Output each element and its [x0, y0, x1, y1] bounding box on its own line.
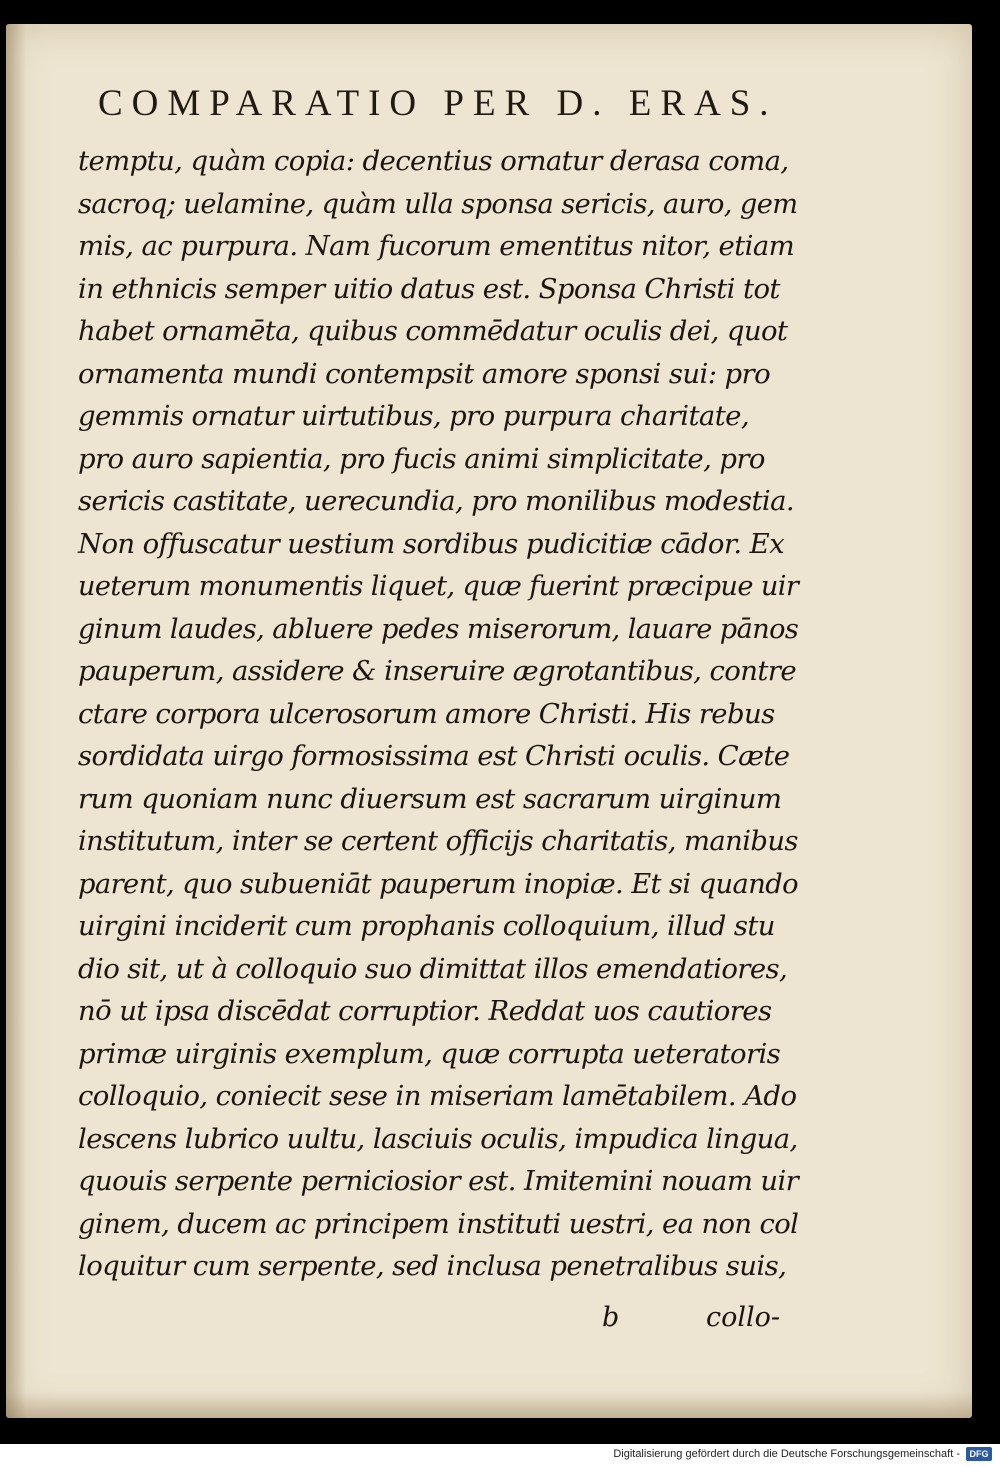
text-line: colloquio, coniecit sese in miseriam lamētabilem. Ado	[78, 1080, 797, 1112]
text-line: institutum, inter se certent officijs charitatis, manibus	[78, 825, 798, 857]
page-bottom-shadow	[6, 1392, 972, 1418]
text-line: parent, quo subueniāt pauperum inopiæ. Et si quando	[78, 867, 798, 900]
book-page	[6, 24, 972, 1418]
catchword-line	[6, 1302, 972, 1346]
text-line: temptu, quàm copia: decentius ornatur derasa coma,	[78, 145, 789, 177]
catchword: collo-	[706, 1302, 781, 1333]
footer-credit: Digitalisierung gefördert durch die Deutsche Forschungsgemeinschaft -	[613, 1448, 960, 1460]
text-line: sacroq; uelamine, quàm ulla sponsa sericis, auro, gem	[78, 187, 798, 220]
text-line: nō ut ipsa discēdat corruptior. Reddat uos cautiores	[78, 995, 772, 1027]
text-line: habet ornamēta, quibus commēdatur oculis dei, quot	[78, 315, 788, 347]
text-line: uirgini inciderit cum prophanis colloquium, illud stu	[78, 910, 775, 942]
text-line: in ethnicis semper uitio datus est. Sponsa Christi tot	[78, 272, 780, 305]
text-line: sordidata uirgo formosissima est Christi oculis. Cæte	[78, 740, 790, 772]
text-line: gemmis ornatur uirtutibus, pro purpura charitate,	[78, 400, 749, 432]
text-line: quouis serpente perniciosior est. Imitemini nouam uir	[78, 1165, 799, 1197]
page-spine-shadow	[6, 24, 26, 1418]
text-line: ginum laudes, abluere pedes miserorum, lauare pānos	[78, 612, 799, 645]
signature-mark: b	[602, 1302, 620, 1333]
text-line: ginem, ducem ac principem instituti uestri, ea non col	[78, 1207, 799, 1240]
text-line: ctare corpora ulcerosorum amore Christi. His rebus	[78, 697, 775, 730]
text-line: lescens lubrico uultu, lasciuis oculis, impudica lingua,	[78, 1122, 798, 1155]
running-head: COMPARATIO PER D. ERAS.	[98, 83, 778, 124]
text-line: dio sit, ut à colloquio suo dimittat illos emendatiores,	[78, 952, 788, 985]
text-line: loquitur cum serpente, sed inclusa penetralibus suis,	[78, 1250, 787, 1282]
body-text	[78, 140, 798, 1288]
text-line: ueterum monumentis liquet, quæ fuerint præcipue uir	[78, 570, 799, 602]
text-line: pro auro sapientia, pro fucis animi simplicitate, pro	[78, 442, 765, 475]
text-line: pauperum, assidere & inseruire ægrotantibus, contre	[78, 655, 796, 687]
text-line: primæ uirginis exemplum, quæ corrupta ueteratoris	[78, 1037, 781, 1070]
text-line: Non offuscatur uestium sordibus pudicitiæ cādor. Ex	[78, 527, 785, 560]
text-line: sericis castitate, uerecundia, pro monilibus modestia.	[78, 485, 795, 517]
digitization-footer	[0, 1444, 1000, 1466]
text-line: ornamenta mundi contempsit amore sponsi sui: pro	[78, 357, 771, 390]
text-line: mis, ac purpura. Nam fucorum ementitus nitor, etiam	[78, 230, 795, 262]
text-line: rum quoniam nunc diuersum est sacrarum uirginum	[78, 782, 782, 815]
dfg-logo: DFG	[966, 1447, 992, 1461]
